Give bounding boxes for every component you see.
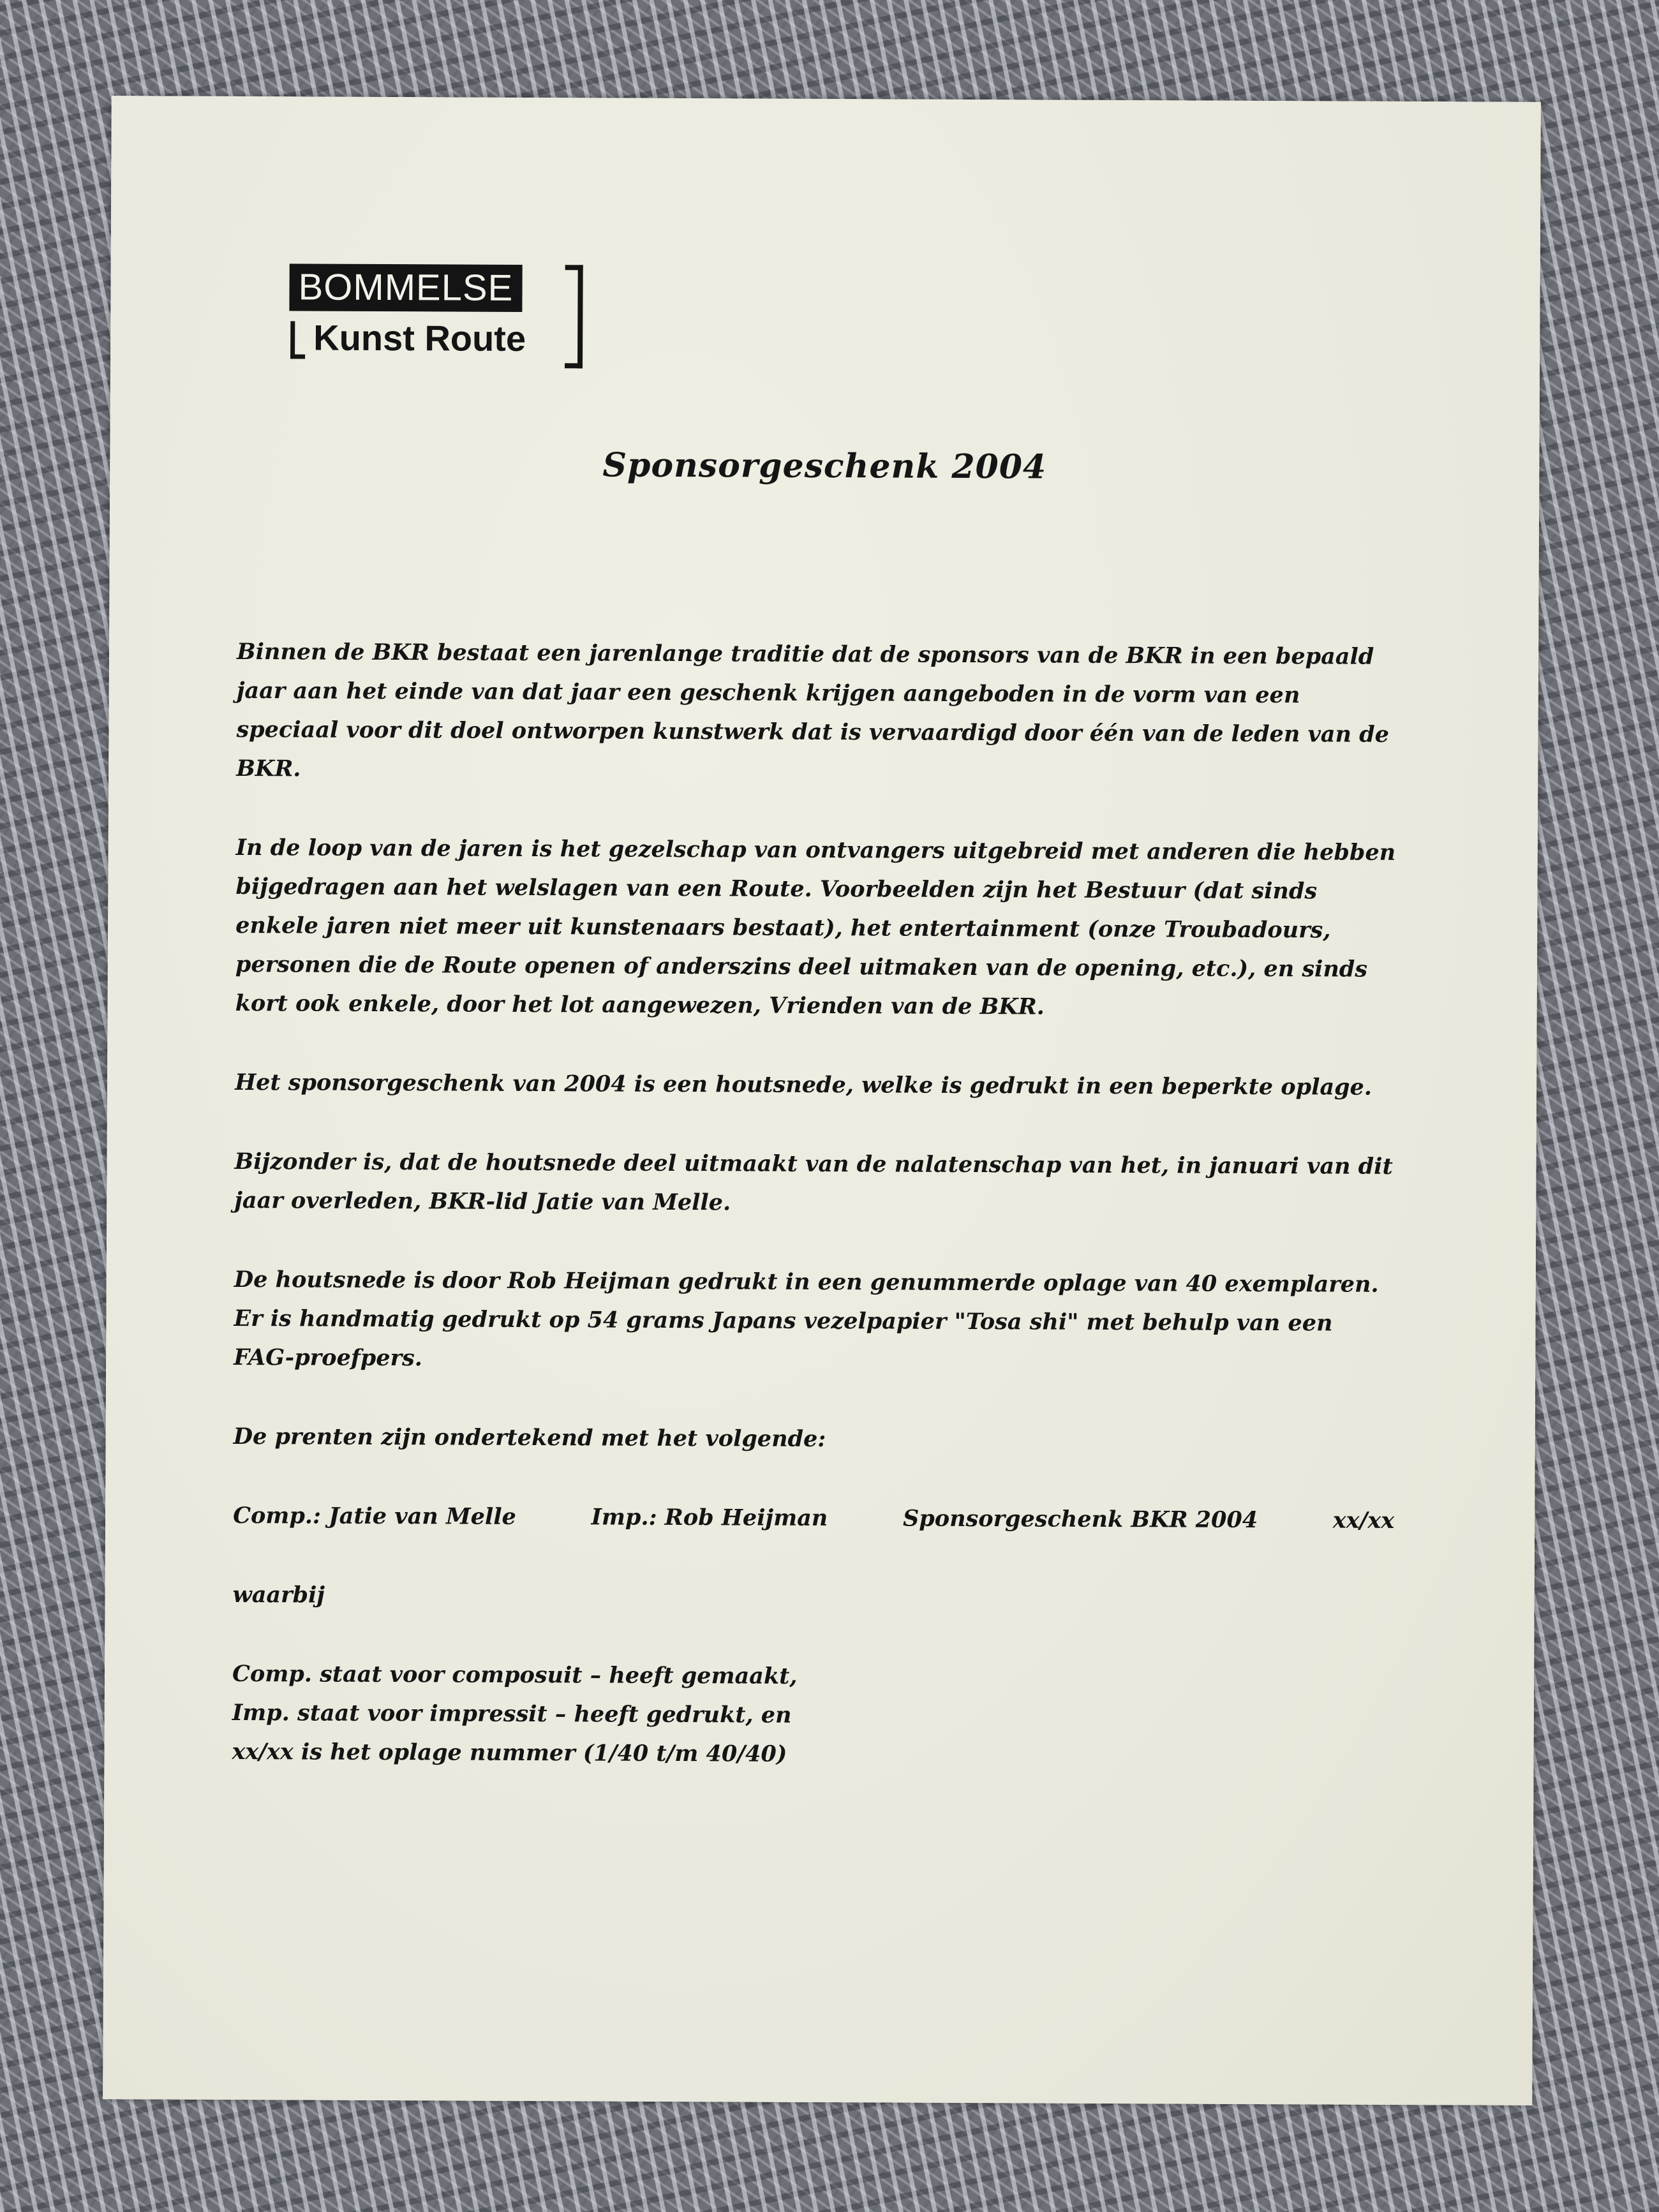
paragraph-signature-intro: De prenten zijn ondertekend met het volgende: [233,1423,826,1453]
document-sheet [103,96,1541,2105]
legend-line-2: Imp. staat voor impressit – heeft gedrukt, en [232,1699,792,1728]
paragraph-recipients: In de loop van de jaren is het gezelschap van ontvangers uitgebreid met anderen die hebben bijgedragen aan het welslagen van een Route. Voorbeelden zijn het Bestuur (dat sinds enkele jaren niet meer uit kunstenaars bestaat), het entertainment (onze Troubadours, personen die de Route openen of anderszins deel uitmaken van de opening, etc.), en sinds kort ook enkele, door het lot aangewezen, Vrienden van de BKR. [235,834,1396,1020]
signature-line [233,1496,1394,1540]
paragraph-woodcut: Het sponsorgeschenk van 2004 is een houtsnede, welke is gedrukt in een beperkte oplage. [235,1069,1373,1101]
bommelse-kunst-route-logo [289,264,583,367]
logo-line-1: BOMMELSE [289,264,522,312]
signature-imp: Imp.: Rob Heijman [591,1504,828,1532]
waarbij-label: waarbij [232,1581,325,1608]
paragraph-intro: Binnen de BKR bestaat een jarenlange traditie dat de sponsors van de BKR in een bepaald jaar aan het einde van dat jaar een geschenk krijgen aangeboden in de vorm van een speciaal voor dit doel ontworpen kunstwerk dat is vervaardigd door één van de leden van de BKR. [236,638,1389,782]
signature-number: xx/xx [1332,1507,1395,1534]
document-title: Sponsorgeschenk 2004 [602,445,1047,487]
document-body [232,632,1398,1776]
signature-gift: Sponsorgeschenk BKR 2004 [902,1505,1258,1533]
paragraph-legacy: Bijzonder is, dat de houtsnede deel uitmaakt van de nalatenschap van het, in januari van dit jaar overleden, BKR-lid Jatie van Melle. [234,1148,1393,1216]
legend-line-3: xx/xx is het oplage nummer (1/40 t/m 40/40) [232,1738,787,1767]
paragraph-printing: De houtsnede is door Rob Heijman gedrukt in een genummerde oplage van 40 exemplaren. Er is handmatig gedrukt op 54 grams Japans vezelpapier "Tosa shi" met behulp van een FAG-proefpers. [234,1266,1379,1372]
legend-line-1: Comp. staat voor composuit – heeft gemaakt, [232,1660,798,1689]
logo-bracket-right [565,265,583,368]
signature-comp: Comp.: Jatie van Melle [233,1502,516,1530]
logo-line-2: Kunst Route [313,317,526,359]
